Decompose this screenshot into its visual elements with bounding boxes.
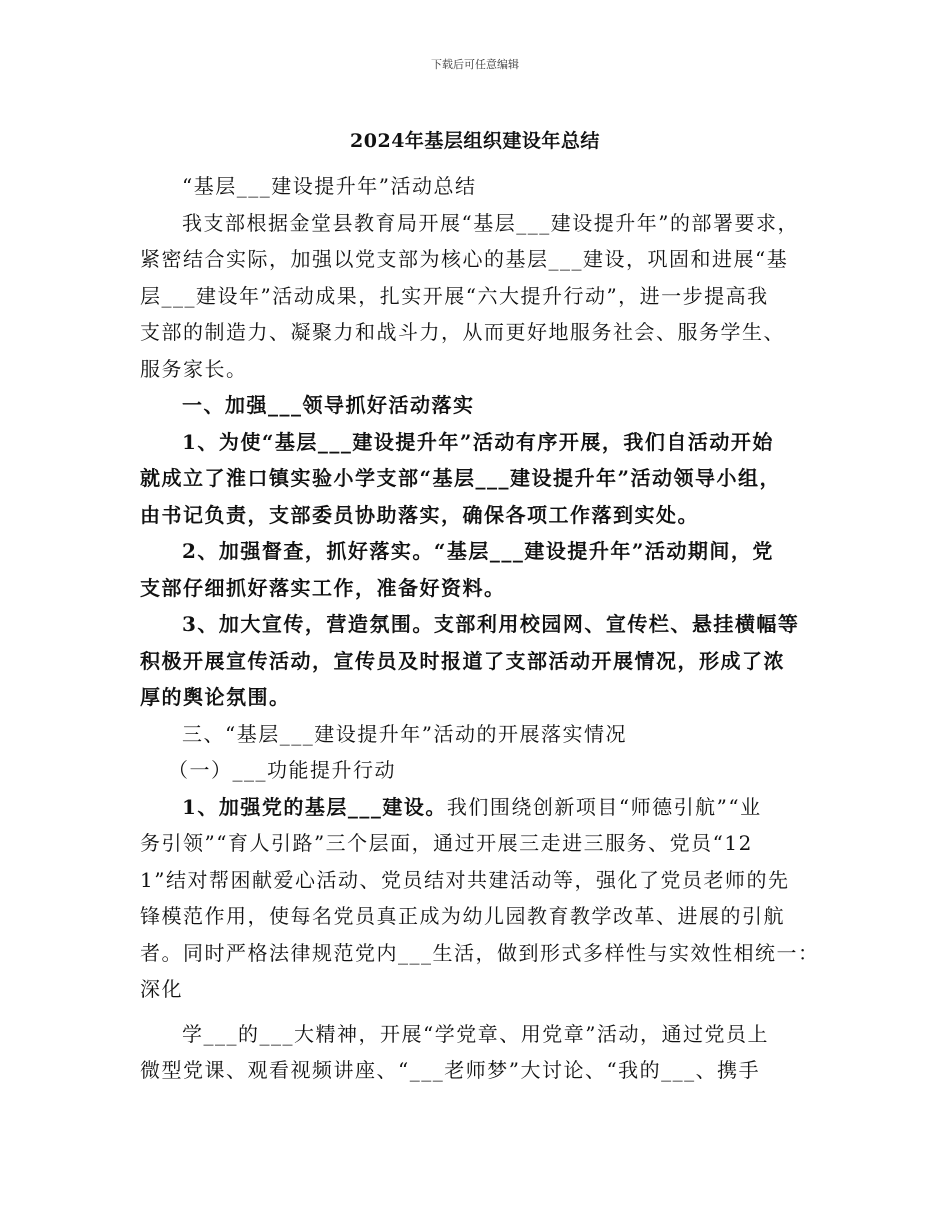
section-heading: 三、“基层___建设提升年”活动的开展落实情况 [182,721,627,746]
paragraph-line: 由书记负责，支部委员协助落实，确保各项工作落到实处。 [140,502,699,527]
paragraph-line: 就成立了淮口镇实验小学支部“基层___建设提升年”活动领导小组， [140,466,782,490]
item-text: 我们围绕创新项目“师德引航”“业 [446,794,762,819]
subsection-heading: （一）___功能提升行动 [168,758,396,782]
paragraph-line: 厚的舆论氛围。 [140,685,291,709]
paragraph-line [140,789,810,826]
paragraph-line: 我支部根据金堂县教育局开展“基层___建设提升年”的部署要求， [182,210,799,235]
paragraph-line: 积极开展宣传活动，宣传员及时报道了支部活动开展情况，形成了浓 [140,648,785,673]
paragraph-line: 服务家长。 [140,356,248,381]
paragraph-line: 层___建设年”活动成果，扎实开展“六大提升行动”，进一步提高我 [140,283,769,308]
paragraph-line: 1、为使“基层___建设提升年”活动有序开展，我们自活动开始 [182,429,774,454]
paragraph-line: 深化 [140,977,183,1001]
page-header-note: 下载后可任意编辑 [431,58,519,71]
document-body [140,168,820,1089]
paragraph-line: 务引领”“育人引路”三个层面，通过开展三走进三服务、党员“12 [140,831,753,855]
paragraph-line: 支部的制造力、凝聚力和战斗力，从而更好地服务社会、服务学生、 [140,320,785,344]
paragraph-line: 支部仔细抓好落实工作，准备好资料。 [140,575,506,600]
paragraph-line: 微型党课、观看视频讲座、“___老师梦”大讨论、“我的___、携手 [140,1058,761,1082]
section-heading: 一、加强___领导抓好活动落实 [182,393,475,417]
document-title: 2024年基层组织建设年总结 [350,130,600,152]
paragraph-line: 紧密结合实际，加强以党支部为核心的基层___建设，巩固和进展“基 [140,247,789,271]
paragraph-line: “基层___建设提升年”活动总结 [182,174,477,198]
paragraph-line: 2、加强督查，抓好落实。“基层___建设提升年”活动期间，党 [182,539,774,563]
paragraph-line: 者。同时严格法律规范党内___生活，做到形式多样性与实效性相统一： [140,940,820,965]
paragraph-line: 1”结对帮困献爱心活动、党员结对共建活动等，强化了党员老师的先 [140,867,790,892]
paragraph-line: 学___的___大精神，开展“学党章、用党章”活动，通过党员上 [182,1021,769,1046]
paragraph-line: 锋模范作用，使每名党员真正成为幼儿园教育教学改革、进展的引航 [140,904,785,928]
paragraph-line: 3、加大宣传，营造氛围。支部利用校园网、宣传栏、悬挂横幅等 [182,612,800,636]
item-heading: 1、加强党的基层___建设。 [182,794,447,819]
